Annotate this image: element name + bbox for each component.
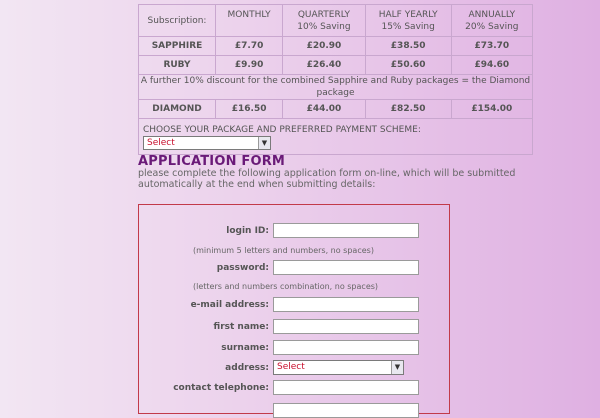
price-cell: £154.00 (451, 100, 532, 119)
price-cell: £9.90 (216, 56, 283, 75)
column-header-half-yearly: HALF YEARLY 15% Saving (365, 5, 451, 37)
price-cell: £82.50 (365, 100, 451, 119)
discount-note: A further 10% discount for the combined Sapphire and Ruby packages = the Diamond package (139, 75, 533, 100)
login-hint: (minimum 5 letters and numbers, no spaces) (193, 246, 374, 255)
column-header-quarterly: QUARTERLY 10% Saving (283, 5, 365, 37)
price-cell: £7.70 (216, 37, 283, 56)
package-name-sapphire: SAPPHIRE (139, 37, 216, 56)
price-cell: £44.00 (283, 100, 365, 119)
scheme-label: CHOOSE YOUR PACKAGE AND PREFERRED PAYMENT SCHEME: (143, 125, 421, 135)
package-name-diamond: DIAMOND (139, 100, 216, 119)
application-form (138, 204, 450, 414)
scheme-row (139, 119, 533, 155)
address-select[interactable] (273, 360, 404, 375)
price-cell: £20.90 (283, 37, 365, 56)
table-row (139, 37, 533, 56)
package-scheme-select[interactable] (143, 136, 271, 150)
pricing-table (138, 4, 533, 155)
password-hint: (letters and numbers combination, no spaces) (193, 282, 379, 291)
page-title: APPLICATION FORM (138, 154, 286, 169)
price-cell: £16.50 (216, 100, 283, 119)
contact-telephone-input[interactable] (273, 380, 419, 395)
package-name-ruby: RUBY (139, 56, 216, 75)
login-label: login ID: (226, 226, 269, 236)
price-cell: £94.60 (451, 56, 532, 75)
address-select-value: Select (277, 362, 305, 372)
price-cell: £73.70 (451, 37, 532, 56)
column-header-annually: ANNUALLY 20% Saving (451, 5, 532, 37)
login-id-input[interactable] (273, 223, 419, 238)
telephone-label: contact telephone: (173, 383, 269, 393)
price-cell: £26.40 (283, 56, 365, 75)
password-label: password: (216, 263, 269, 273)
surname-label: surname: (221, 343, 269, 353)
email-input[interactable] (273, 297, 419, 312)
firstname-label: first name: (213, 322, 269, 332)
address-label: address: (225, 363, 269, 373)
table-row (139, 56, 533, 75)
form-intro: please complete the following application form on-line, which will be submitted automatically at the end when submitting details: (138, 168, 516, 190)
column-header-monthly: MONTHLY (216, 5, 283, 37)
price-cell: £38.50 (365, 37, 451, 56)
chevron-down-icon[interactable]: ▼ (258, 137, 270, 149)
chevron-down-icon[interactable]: ▼ (391, 361, 403, 374)
table-row (139, 100, 533, 119)
email-label: e-mail address: (190, 300, 269, 310)
surname-input[interactable] (273, 340, 419, 355)
next-field-input[interactable] (273, 403, 419, 418)
price-cell: £50.60 (365, 56, 451, 75)
password-input[interactable] (273, 260, 419, 275)
subscription-label: Subscription: (139, 5, 216, 37)
first-name-input[interactable] (273, 319, 419, 334)
package-scheme-select-value: Select (147, 138, 175, 148)
